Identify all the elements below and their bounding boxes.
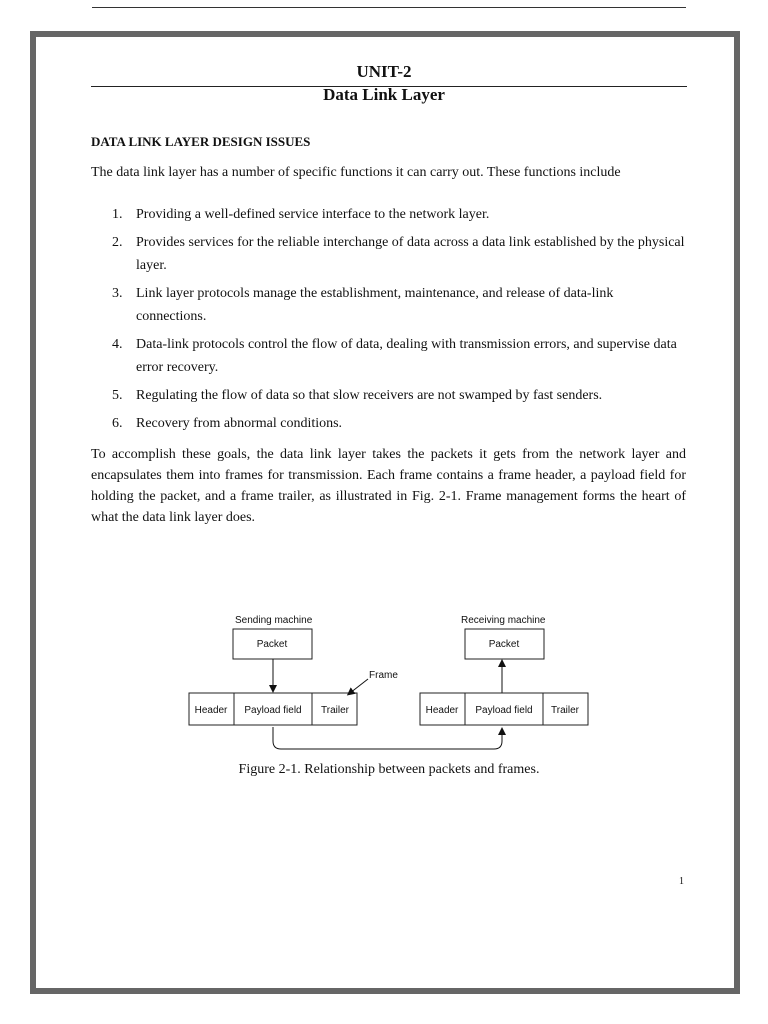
frame-label: Frame <box>369 670 398 681</box>
receiving-header-label: Header <box>425 705 459 716</box>
figure-caption: Figure 2-1. Relationship between packets and frames. <box>238 762 540 777</box>
sending-machine-label: Sending machine <box>235 615 313 626</box>
packet-frame-figure <box>180 605 600 755</box>
unit-title: UNIT-2 <box>356 62 412 81</box>
page-title: Data Link Layer <box>323 85 445 104</box>
list-item: 1. Providing a well-defined service interface to the network layer. <box>112 207 490 222</box>
receiving-machine-label: Receiving machine <box>461 615 546 626</box>
list-item: 3. Link layer protocols manage the establishment, maintenance, and release of data-link connections. <box>112 286 614 324</box>
top-rule <box>92 7 686 8</box>
section-heading: DATA LINK LAYER DESIGN ISSUES <box>91 134 311 149</box>
functions-list <box>107 203 687 440</box>
frame-pointer <box>350 679 368 693</box>
list-item: 4. Data-link protocols control the flow of data, dealing with transmission errors, and supervise data error recovery. <box>112 337 677 375</box>
list-item: 6. Recovery from abnormal conditions. <box>112 416 343 431</box>
transfer-path <box>273 727 502 749</box>
page-number: 1 <box>679 876 684 887</box>
figure-diagram <box>180 605 600 755</box>
receiving-trailer-label: Trailer <box>551 705 579 716</box>
sending-trailer-label: Trailer <box>321 705 349 716</box>
list-item: 2. Provides services for the reliable interchange of data across a data link established by the physical layer. <box>112 235 685 273</box>
body-paragraph: To accomplish these goals, the data link layer takes the packets it gets from the network layer and encapsulates them into frames for transmission. Each frame contains a frame header, a payload field for holding the packet, and a frame trailer, as illustrated in Fig. 2-1. Frame management forms the heart of what the data link layer does. <box>91 447 686 525</box>
receiving-payload-label: Payload field <box>475 705 533 716</box>
intro-text: The data link layer has a number of specific functions it can carry out. These functions include <box>91 165 621 180</box>
sending-packet-label: Packet <box>256 639 288 650</box>
sending-payload-label: Payload field <box>244 705 302 716</box>
sending-header-label: Header <box>194 705 228 716</box>
list-item: 5. Regulating the flow of data so that slow receivers are not swamped by fast senders. <box>112 388 603 403</box>
receiving-packet-label: Packet <box>488 639 520 650</box>
